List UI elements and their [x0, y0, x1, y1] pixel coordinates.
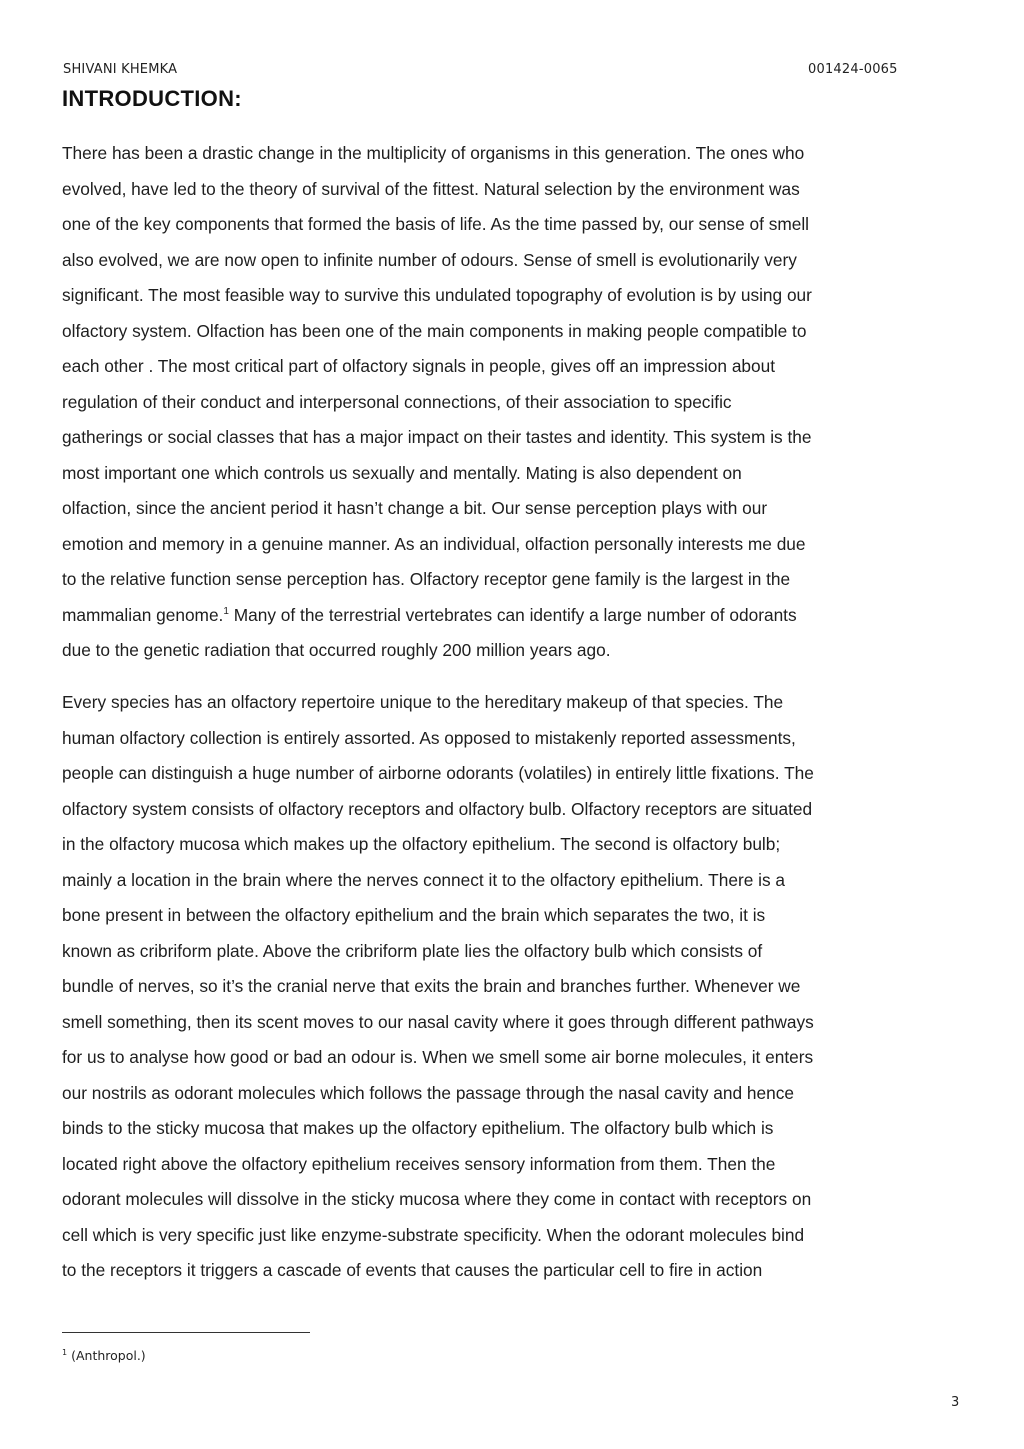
paragraph-intro [62, 136, 962, 669]
line-text: Many of the terrestrial vertebrates can identify a large number of odorants [228, 604, 797, 625]
paragraph-line: bundle of nerves, so it’s the cranial nerve that exits the brain and branches further. Whenever we [62, 976, 801, 996]
paragraph-line: to the receptors it triggers a cascade of events that causes the particular cell to fire in action [62, 1260, 763, 1280]
paragraph-line: located right above the olfactory epithelium receives sensory information from them. Then the [62, 1153, 776, 1174]
paragraph-line: human olfactory collection is entirely assorted. As opposed to mistakenly reported assessments, [62, 727, 796, 748]
header-author: SHIVANI KHEMKA [63, 62, 178, 77]
paragraph-line: known as cribriform plate. Above the cribriform plate lies the olfactory bulb which consists of [62, 940, 763, 961]
paragraph-line: olfactory system consists of olfactory receptors and olfactory bulb. Olfactory receptors are situated [62, 798, 813, 819]
paragraph-line: binds to the sticky mucosa that makes up the olfactory epithelium. The olfactory bulb which is [62, 1118, 774, 1138]
paragraph-line: significant. The most feasible way to survive this undulated topography of evolution is by using our [62, 285, 812, 305]
paragraph-line: our nostrils as odorant molecules which follows the passage through the nasal cavity and hence [62, 1082, 794, 1103]
section-title: INTRODUCTION: [62, 86, 242, 111]
paragraph-line: people can distinguish a huge number of airborne odorants (volatiles) in entirely little fixations. The [62, 763, 814, 783]
paragraph-line: to the relative function sense perception has. Olfactory receptor gene family is the largest in the [62, 569, 791, 589]
paragraph-line: gatherings or social classes that has a major impact on their tastes and identity. This system is the [62, 427, 812, 447]
paragraph-line: There has been a drastic change in the multiplicity of organisms in this generation. The ones who [62, 143, 805, 163]
paragraph-line: emotion and memory in a genuine manner. As an individual, olfaction personally interests me due [62, 533, 806, 554]
paragraph-line: bone present in between the olfactory epithelium and the brain which separates the two, it is [62, 905, 766, 925]
paragraph-line: smell something, then its scent moves to our nasal cavity where it goes through different pathways [62, 1011, 814, 1032]
paragraph-line: for us to analyse how good or bad an odour is. When we smell some air borne molecules, it enters [62, 1047, 814, 1067]
paragraph-line: one of the key components that formed the basis of life. As the time passed by, our sense of smell [62, 214, 810, 234]
footnote [62, 1348, 146, 1363]
line-text: mammalian genome. [62, 604, 224, 625]
paragraph-line: Every species has an olfactory repertoire unique to the hereditary makeup of that species. The [62, 692, 784, 712]
footnote-number: 1 [62, 1347, 68, 1357]
paragraph-olfactory-system [62, 685, 962, 1289]
header-student-id: 001424-0065 [808, 62, 898, 77]
paragraph-line: in the olfactory mucosa which makes up the olfactory epithelium. The second is olfactory bulb; [62, 834, 781, 854]
paragraph-line: olfaction, since the ancient period it hasn’t change a bit. Our sense perception plays with our [62, 498, 768, 518]
paragraph-line: due to the genetic radiation that occurred roughly 200 million years ago. [62, 640, 611, 660]
paragraph-line: each other . The most critical part of olfactory signals in people, gives off an impression about [62, 356, 776, 376]
footnote-divider [62, 1332, 310, 1333]
paragraph-line: also evolved, we are now open to infinite number of odours. Sense of smell is evolutionarily very [62, 249, 797, 270]
paragraph-line: evolved, have led to the theory of survival of the fittest. Natural selection by the environment was [62, 178, 800, 199]
paragraph-line: most important one which controls us sexually and mentally. Mating is also dependent on [62, 462, 742, 483]
paragraph-line: cell which is very specific just like enzyme-substrate specificity. When the odorant molecules bind [62, 1224, 805, 1245]
paragraph-line-with-footnote [62, 598, 962, 634]
paragraph-line: odorant molecules will dissolve in the sticky mucosa where they come in contact with receptors on [62, 1189, 812, 1209]
paragraph-line: olfactory system. Olfaction has been one of the main components in making people compatible to [62, 320, 807, 341]
page-number: 3 [951, 1395, 960, 1410]
paragraph-line: mainly a location in the brain where the nerves connect it to the olfactory epithelium. There is a [62, 869, 786, 890]
paragraph-line: regulation of their conduct and interpersonal connections, of their association to specific [62, 391, 732, 412]
footnote-text: (Anthropol.) [71, 1348, 146, 1363]
footnote-reference[interactable]: 1 [223, 605, 229, 617]
